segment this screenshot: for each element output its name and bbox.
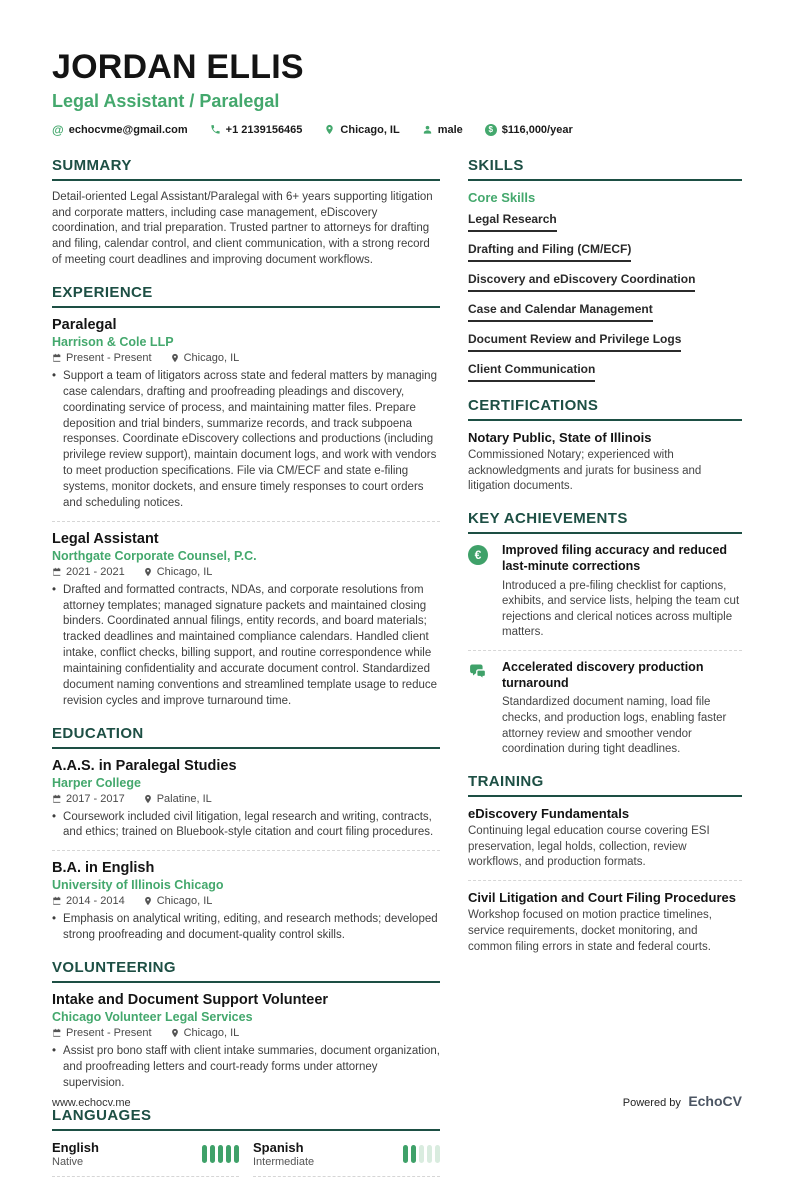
section-achievements (468, 510, 742, 758)
achievement-description: Standardized document naming, load file checks, and production logs, enabling faster attorney review and smoother vendor coordination during tight deadlines. (502, 696, 727, 756)
section-experience (52, 284, 440, 710)
language-name: English (52, 1139, 99, 1155)
money-icon: $ (485, 124, 497, 136)
calendar-icon (52, 567, 62, 577)
contact-location (324, 124, 399, 136)
entry-bullet (52, 912, 440, 944)
language-level: Intermediate (253, 1155, 315, 1168)
section-certifications (468, 397, 742, 496)
language-item (52, 1140, 239, 1177)
level-bar (234, 1145, 239, 1163)
calendar-icon (52, 896, 62, 906)
entry-dates: 2017 - 2017 (52, 793, 125, 805)
entry-school: University of Illinois Chicago (52, 878, 224, 893)
bullet-dot: • (52, 913, 57, 926)
training-description: Continuing legal education course covering ESI preservation, legal holds, collection, review workflows, and production formats. (468, 824, 710, 869)
training-description: Workshop focused on motion practice timelines, service requirements, docket monitoring, and common filing errors in state and federal courts. (468, 909, 712, 954)
entry-divider (468, 880, 742, 881)
calendar-icon (52, 353, 62, 363)
entry-dates: 2014 - 2014 (52, 895, 125, 907)
left-column (52, 157, 440, 1192)
entry-meta (52, 352, 440, 364)
entry-meta (52, 895, 440, 907)
entry-organization: Chicago Volunteer Legal Services (52, 1010, 253, 1025)
level-bar (210, 1145, 215, 1163)
level-bar (218, 1145, 223, 1163)
certification-entry (468, 430, 742, 496)
bullet-dot: • (52, 810, 57, 823)
location-pin-icon (143, 896, 153, 906)
header (52, 50, 742, 137)
entry-title: Legal Assistant (52, 530, 159, 547)
contact-location-text: Chicago, IL (340, 123, 400, 136)
training-title: eDiscovery Fundamentals (468, 805, 630, 821)
right-column (468, 157, 742, 1192)
experience-entry (52, 531, 440, 710)
entry-dates: Present - Present (52, 352, 152, 364)
entry-dates: 2021 - 2021 (52, 566, 125, 578)
entry-divider (468, 650, 742, 651)
training-entry (468, 806, 742, 872)
certification-description: Commissioned Notary; experienced with acknowledgments and jurats for business and litigation documents. (468, 448, 702, 493)
bullet-dot: • (52, 369, 57, 382)
entry-company: Harrison & Cole LLP (52, 334, 174, 349)
level-bar (403, 1145, 408, 1163)
entry-meta (52, 1027, 440, 1039)
level-bar (226, 1145, 231, 1163)
skill-item: Case and Calendar Management (468, 302, 653, 322)
entry-divider (52, 521, 440, 522)
achievements-heading: KEY ACHIEVEMENTS (468, 510, 742, 534)
powered-by (623, 1093, 742, 1111)
chat-bubbles-icon (468, 660, 488, 758)
contact-gender (422, 124, 463, 136)
section-languages (52, 1107, 440, 1177)
entry-bullet-text: Drafted and formatted contracts, NDAs, and corporate resolutions from attorney templates; managed signature packets and maintained closing binders. Coordinated annual filings, entity records, and board materials; tracked deadlines and maintained compliance calendars. Handled client intake, conflict checks, billing support, and routine correspondence while maintaining confidentiality and accurate document control. Standardized document naming conventions and streamlined template usage to reduce revision cycles and improve turnaround time. (63, 583, 438, 707)
language-level-bars (202, 1145, 239, 1163)
entry-bullet (52, 583, 440, 710)
bullet-dot: • (52, 583, 57, 596)
language-level: Native (52, 1155, 84, 1168)
achievement-entry (468, 660, 742, 758)
entry-meta (52, 566, 440, 578)
training-title: Civil Litigation and Court Filing Procedures (468, 890, 736, 906)
entry-title: A.A.S. in Paralegal Studies (52, 757, 237, 774)
level-bar (435, 1145, 440, 1163)
location-pin-icon (143, 567, 153, 577)
skills-heading: SKILLS (468, 157, 742, 181)
achievement-title: Accelerated discovery production turnaround (502, 660, 704, 690)
person-name: JORDAN ELLIS (52, 48, 304, 86)
entry-bullet-text: Support a team of litigators across state and federal matters by managing case calendars, drafting and proofreading pleadings and discovery, coordinating service of process, and maintaining matter files. Prepare deposition and trial binders, summarize records, and track subpoena responses. Coordinate eDiscovery collections and productions (including privilege review support), maintain document logs, and work with vendors to meet production specifications. File via CM/ECF and state e-filing systems, monitor dockets, and ensure timely responses to court orders and scheduling notices. (63, 369, 437, 509)
entry-location: Palatine, IL (143, 793, 212, 805)
certification-title: Notary Public, State of Illinois (468, 429, 652, 445)
entry-school: Harper College (52, 775, 141, 790)
euro-icon: € (468, 543, 488, 641)
footer-website-link[interactable]: www.echocv.me (52, 1097, 131, 1109)
entry-bullet-text: Coursework included civil litigation, legal research and writing, contracts, and ethics; trained on Bluebook-style citation and court filing procedures. (63, 810, 434, 839)
section-skills (468, 157, 742, 382)
entry-bullet-text: Emphasis on analytical writing, editing, and research methods; developed strong proofreading and document-quality control skills. (63, 913, 438, 942)
entry-meta (52, 793, 440, 805)
entry-bullet (52, 810, 440, 842)
entry-location: Chicago, IL (143, 895, 213, 907)
footer (52, 1093, 742, 1111)
bullet-dot: • (52, 1045, 57, 1058)
at-icon: @ (52, 122, 64, 137)
location-pin-icon (324, 124, 335, 135)
location-pin-icon (143, 794, 153, 804)
location-pin-icon (170, 1028, 180, 1038)
achievement-title: Improved filing accuracy and reduced last-minute corrections (502, 543, 728, 573)
section-summary (52, 157, 440, 269)
phone-icon (210, 124, 221, 135)
section-volunteering (52, 959, 440, 1092)
experience-heading: EXPERIENCE (52, 284, 440, 308)
contact-salary-text: $116,000/year (501, 123, 573, 136)
entry-company: Northgate Corporate Counsel, P.C. (52, 548, 257, 563)
skill-item: Discovery and eDiscovery Coordination (468, 272, 695, 292)
language-level-bars (403, 1145, 440, 1163)
training-entry (468, 890, 742, 956)
achievement-entry (468, 543, 742, 641)
powered-by-label: Powered by (622, 1097, 681, 1109)
contact-salary (485, 124, 573, 136)
section-education (52, 725, 440, 944)
achievement-description: Introduced a pre-filing checklist for captions, exhibits, and service lists, helping the team cut rejections and clerical notices across multiple matters. (502, 579, 740, 639)
entry-location: Chicago, IL (170, 352, 240, 364)
languages-grid (52, 1140, 440, 1177)
entry-bullet-text: Assist pro bono staff with client intake summaries, document organization, and proofreading letters and court-ready forms under attorney supervision. (63, 1045, 440, 1089)
volunteering-heading: VOLUNTEERING (52, 959, 440, 983)
entry-dates: Present - Present (52, 1027, 152, 1039)
calendar-icon (52, 794, 62, 804)
person-job-title: Legal Assistant / Paralegal (52, 90, 280, 111)
entry-bullet (52, 369, 440, 512)
level-bar (411, 1145, 416, 1163)
language-name: Spanish (253, 1139, 304, 1155)
contact-phone-text: +1 2139156465 (225, 123, 303, 136)
language-item (253, 1140, 440, 1177)
skill-item: Drafting and Filing (CM/ECF) (468, 242, 631, 262)
contact-row (52, 123, 742, 137)
entry-title: B.A. in English (52, 860, 155, 877)
certifications-heading: CERTIFICATIONS (468, 397, 742, 421)
entry-bullet (52, 1044, 440, 1092)
entry-location: Chicago, IL (143, 566, 213, 578)
skill-item: Client Communication (468, 362, 595, 382)
contact-phone[interactable] (210, 124, 303, 136)
volunteering-entry (52, 992, 440, 1092)
entry-title: Intake and Document Support Volunteer (52, 992, 329, 1009)
summary-heading: SUMMARY (52, 157, 440, 181)
skills-group-label: Core Skills (468, 189, 536, 205)
location-pin-icon (170, 353, 180, 363)
section-training (468, 773, 742, 956)
languages-heading: LANGUAGES (52, 1107, 440, 1131)
contact-gender-text: male (437, 123, 463, 136)
skill-item: Legal Research (468, 212, 557, 232)
level-bar (202, 1145, 207, 1163)
echocv-brand: EchoCV (688, 1093, 742, 1109)
education-entry (52, 860, 440, 944)
entry-location: Chicago, IL (170, 1027, 240, 1039)
level-bar (427, 1145, 432, 1163)
entry-divider (52, 850, 440, 851)
experience-entry (52, 317, 440, 512)
contact-email[interactable] (52, 123, 188, 137)
level-bar (419, 1145, 424, 1163)
entry-title: Paralegal (52, 316, 117, 333)
education-entry (52, 758, 440, 842)
skill-item: Document Review and Privilege Logs (468, 332, 681, 352)
person-icon (422, 124, 433, 135)
training-heading: TRAINING (468, 773, 742, 797)
calendar-icon (52, 1028, 62, 1038)
summary-text: Detail-oriented Legal Assistant/Paralegal with 6+ years supporting litigation and corporate matters, including case management, eDiscovery coordination, and trial preparation. Trusted partner to attorneys for drafting and filing, calendar control, and client communication, with a strong record of meeting court deadlines and improving document workflows. (52, 190, 433, 267)
contact-email-text: echocvme@gmail.com (68, 123, 188, 136)
education-heading: EDUCATION (52, 725, 440, 749)
